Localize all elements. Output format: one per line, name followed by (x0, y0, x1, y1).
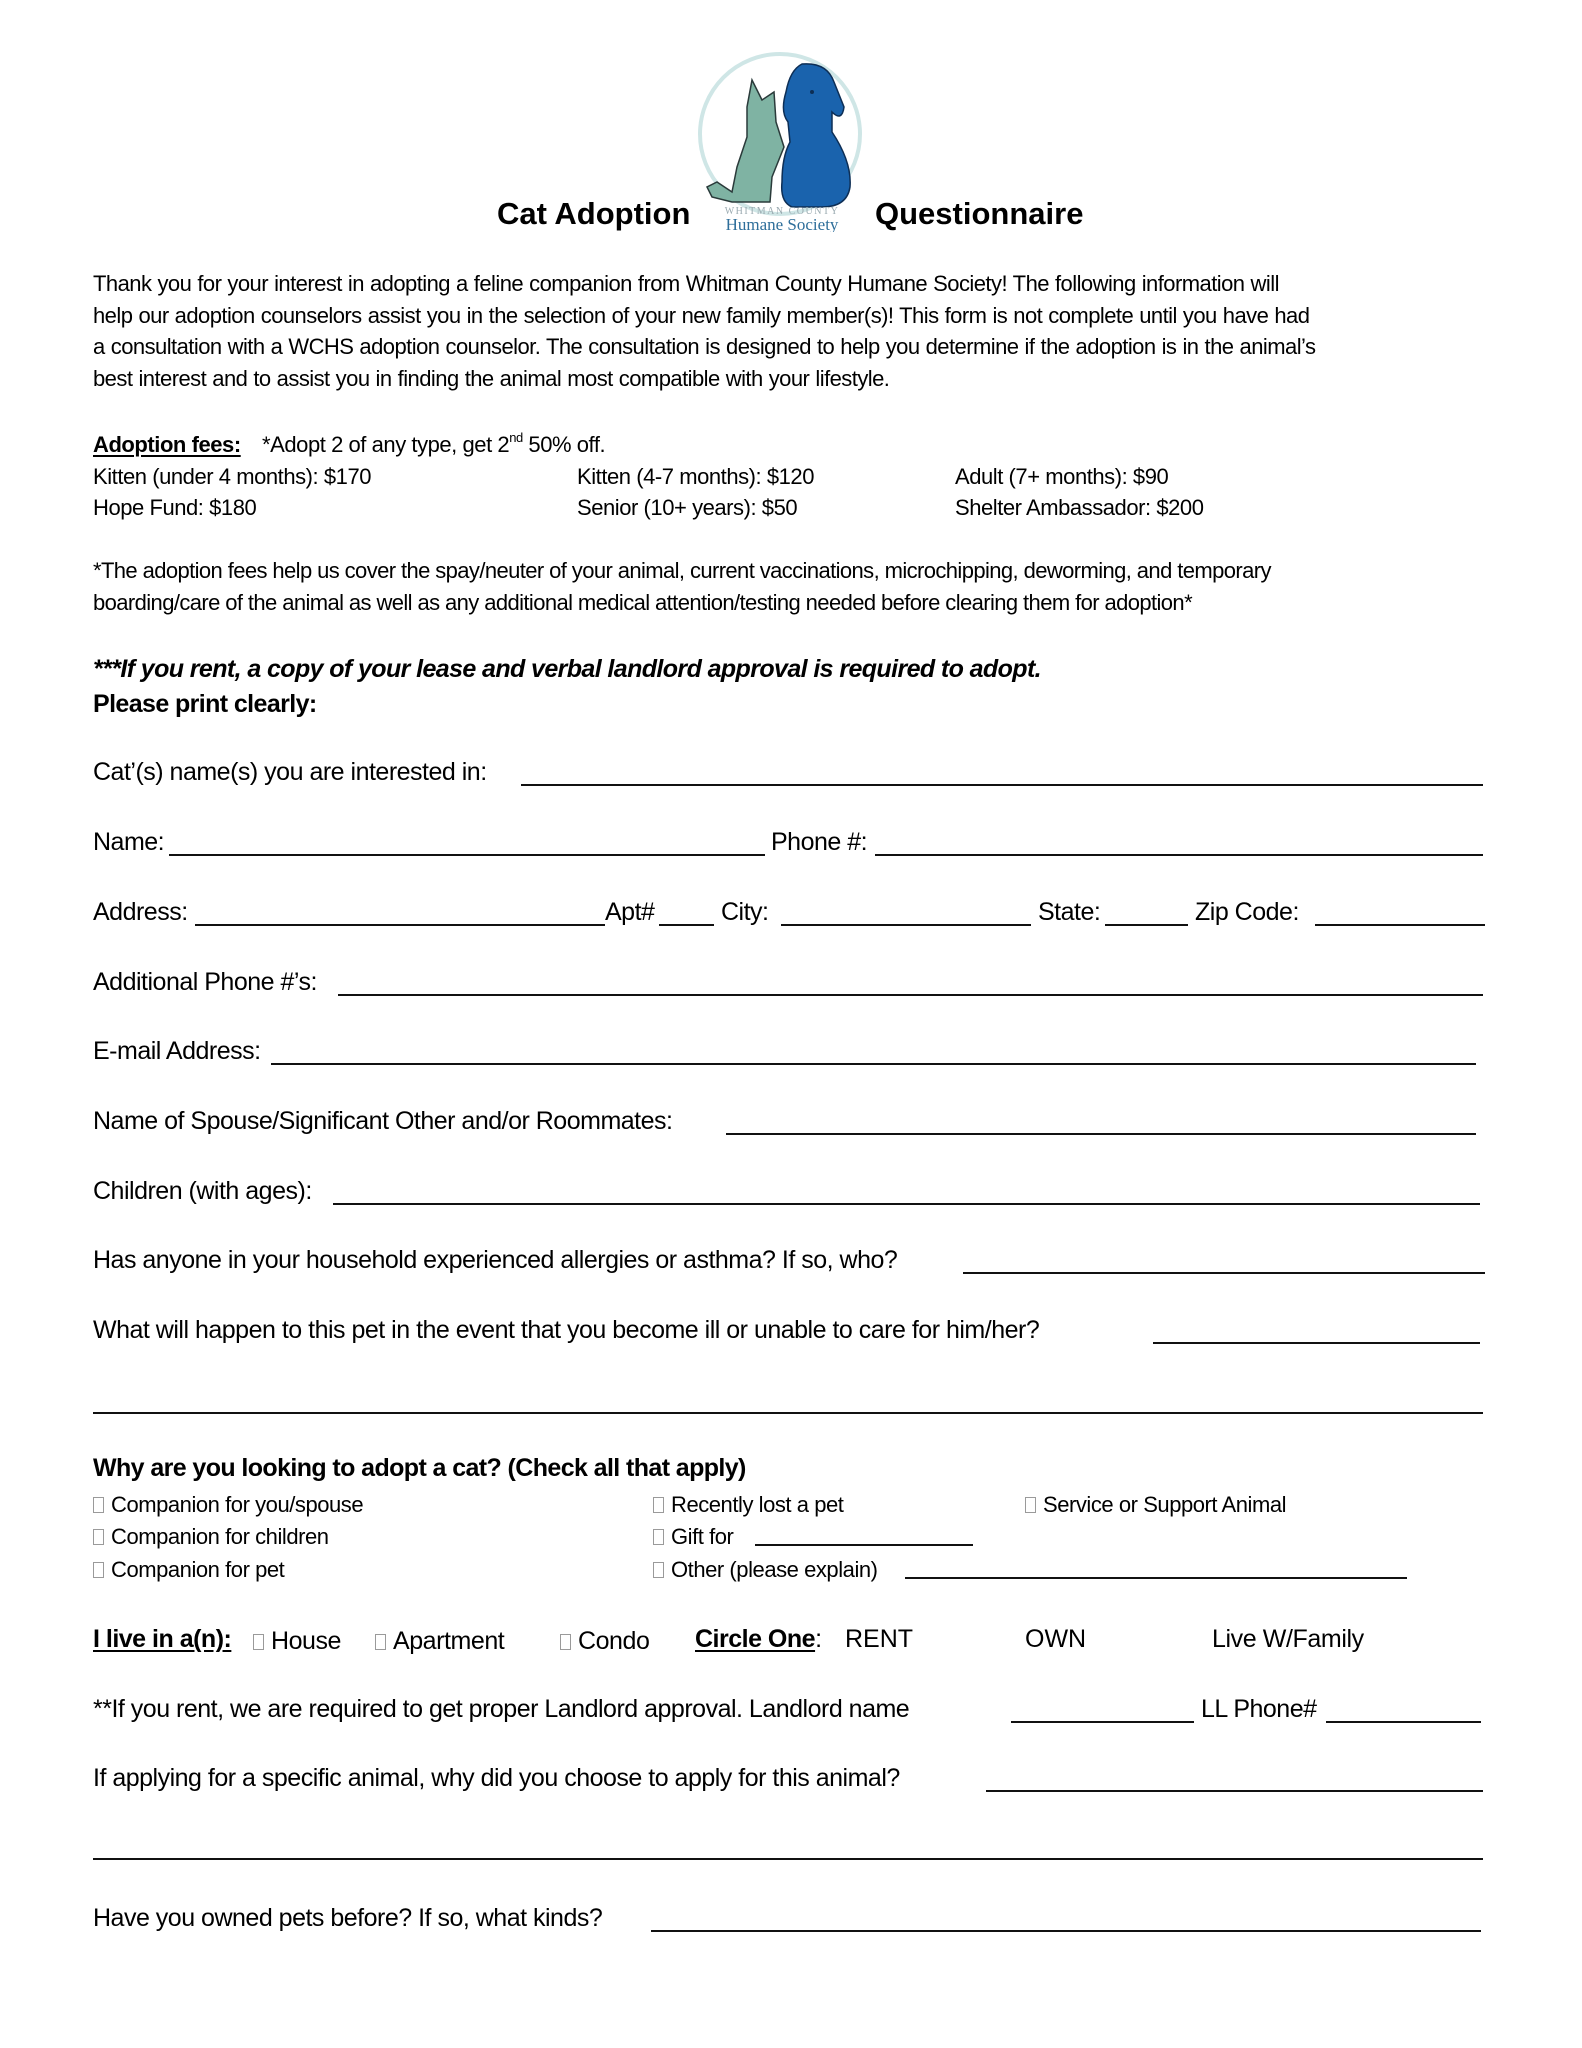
reason-option[interactable]: Companion for you/spouse (93, 1492, 363, 1518)
name-input-line[interactable] (169, 854, 765, 856)
svg-text:WHITMAN COUNTY: WHITMAN COUNTY (724, 206, 840, 217)
zip-label: Zip Code: (1195, 898, 1299, 926)
city-input-line[interactable] (781, 924, 1031, 926)
spouse-field (93, 1107, 1493, 1137)
cat-and-dog-logo-icon (692, 52, 872, 232)
state-label: State: (1038, 898, 1101, 926)
landlord-phone-label: LL Phone# (1201, 1695, 1317, 1723)
reasons-heading: Why are you looking to adopt a cat? (Check all that apply) (93, 1454, 746, 1482)
housing-option-apartment[interactable]: Apartment (375, 1627, 504, 1656)
allergies-input-line[interactable] (963, 1272, 1485, 1274)
reason-option[interactable]: Companion for children (93, 1524, 329, 1550)
address-row (93, 898, 1493, 928)
landlord-phone-input-line[interactable] (1326, 1721, 1481, 1723)
checkbox-icon[interactable] (653, 1497, 664, 1513)
care-plan-field (93, 1316, 1493, 1346)
name-label: Name: (93, 828, 165, 856)
children-label: Children (with ages): (93, 1177, 312, 1205)
checkbox-icon[interactable] (93, 1562, 104, 1578)
checkbox-icon[interactable] (560, 1634, 571, 1650)
rent-notice: ***If you rent, a copy of your lease and verbal landlord approval is required to adopt. (93, 655, 1042, 683)
cat-names-field[interactable] (93, 758, 1493, 788)
care-plan-input-line[interactable] (1153, 1342, 1480, 1344)
checkbox-icon[interactable] (653, 1529, 664, 1545)
allergies-label: Has anyone in your household experienced allergies or asthma? If so, who? (93, 1246, 898, 1274)
housing-option-house[interactable]: House (253, 1627, 341, 1656)
other-explain-input-line[interactable] (905, 1577, 1407, 1579)
reason-option[interactable]: Other (please explain) (653, 1557, 878, 1583)
whitman-county-humane-society-logo (692, 52, 872, 232)
intro-line: best interest and to assist you in finding the animal most compatible with your lifestyle. (93, 365, 890, 391)
housing-option-condo[interactable]: Condo (560, 1627, 649, 1656)
reason-option[interactable]: Companion for pet (93, 1557, 284, 1583)
additional-phone-field (93, 968, 1493, 998)
fee-item: Senior (10+ years): $50 (577, 495, 798, 520)
intro-line: Thank you for your interest in adopting a feline companion from Whitman County Humane Society! The following information will (93, 271, 1279, 296)
apt-label: Apt# (605, 898, 655, 926)
checkbox-icon[interactable] (375, 1634, 386, 1650)
fee-item: Kitten (under 4 months): $170 (93, 464, 372, 489)
intro-line: a consultation with a WCHS adoption counselor. The consultation is designed to help you determine if the adoption is in the animal’s (93, 334, 1316, 360)
specific-animal-field (93, 1764, 1493, 1794)
circle-one-label: Circle One: (695, 1625, 822, 1653)
print-clearly-notice: Please print clearly: (93, 690, 317, 718)
cat-names-label: Cat’(s) name(s) you are interested in: (93, 758, 487, 786)
owned-pets-input-line[interactable] (651, 1930, 1481, 1932)
email-field (93, 1037, 1493, 1067)
intro-paragraph (93, 268, 1493, 394)
additional-phone-label: Additional Phone #’s: (93, 968, 317, 996)
care-plan-continuation-line[interactable] (93, 1412, 1483, 1414)
fees-promo: *Adopt 2 of any type, get 2nd 50% off. (262, 430, 606, 457)
name-phone-row (93, 828, 1493, 858)
gift-for-input-line[interactable] (755, 1544, 973, 1546)
children-field (93, 1177, 1493, 1207)
checkbox-icon[interactable] (653, 1562, 664, 1578)
additional-phone-input-line[interactable] (338, 994, 1483, 996)
zip-input-line[interactable] (1315, 924, 1485, 926)
specific-animal-label: If applying for a specific animal, why did you choose to apply for this animal? (93, 1764, 900, 1792)
fee-item: Adult (7+ months): $90 (955, 464, 1169, 489)
care-plan-label: What will happen to this pet in the event that you become ill or unable to care for him/her? (93, 1316, 1040, 1344)
spouse-input-line[interactable] (726, 1133, 1476, 1135)
landlord-text: **If you rent, we are required to get proper Landlord approval. Landlord name (93, 1695, 910, 1723)
email-label: E-mail Address: (93, 1037, 261, 1065)
fees-footnote-line: *The adoption fees help us cover the spay/neuter of your animal, current vaccinations, microchipping, deworming, and temporary (93, 558, 1271, 583)
address-label: Address: (93, 898, 188, 926)
specific-animal-continuation-line[interactable] (93, 1858, 1483, 1860)
circle-option-rent[interactable]: RENT (845, 1625, 914, 1653)
reason-option[interactable]: Recently lost a pet (653, 1492, 843, 1518)
phone-label: Phone #: (771, 828, 868, 856)
reason-option[interactable]: Gift for (653, 1524, 733, 1550)
circle-option-live-with-family[interactable]: Live W/Family (1212, 1625, 1364, 1653)
landlord-name-input-line[interactable] (1011, 1721, 1194, 1723)
allergies-field (93, 1246, 1493, 1276)
checkbox-icon[interactable] (93, 1529, 104, 1545)
email-input-line[interactable] (271, 1063, 1476, 1065)
circle-option-own[interactable]: OWN (1025, 1625, 1087, 1653)
cat-names-input-line[interactable] (521, 784, 1483, 786)
children-input-line[interactable] (333, 1203, 1480, 1205)
page-title-right: Questionnaire (875, 196, 1084, 231)
fees-heading-row (93, 432, 605, 458)
address-input-line[interactable] (195, 924, 605, 926)
city-label: City: (721, 898, 769, 926)
reason-option[interactable]: Service or Support Animal (1025, 1492, 1286, 1518)
page-title-left: Cat Adoption (497, 196, 691, 231)
state-input-line[interactable] (1105, 924, 1188, 926)
fee-item: Hope Fund: $180 (93, 495, 257, 520)
intro-line: help our adoption counselors assist you in the selection of your new family member(s)! This form is not complete until you have had (93, 302, 1310, 328)
housing-label: I live in a(n): (93, 1625, 232, 1653)
checkbox-icon[interactable] (253, 1634, 264, 1650)
checkbox-icon[interactable] (1025, 1497, 1036, 1513)
owned-pets-field (93, 1904, 1493, 1934)
fees-heading: Adoption fees: (93, 432, 241, 457)
checkbox-icon[interactable] (93, 1497, 104, 1513)
svg-text:Humane Society: Humane Society (725, 215, 839, 232)
apt-input-line[interactable] (659, 924, 714, 926)
fees-footnote-line: boarding/care of the animal as well as any additional medical attention/testing needed before clearing them for adoption* (93, 590, 1193, 615)
spouse-label: Name of Spouse/Significant Other and/or Roommates: (93, 1107, 673, 1135)
landlord-row (93, 1695, 1493, 1725)
fee-item: Shelter Ambassador: $200 (955, 495, 1204, 520)
owned-pets-label: Have you owned pets before? If so, what kinds? (93, 1904, 603, 1932)
phone-input-line[interactable] (875, 854, 1483, 856)
fee-item: Kitten (4-7 months): $120 (577, 464, 814, 489)
specific-animal-input-line[interactable] (986, 1790, 1483, 1792)
